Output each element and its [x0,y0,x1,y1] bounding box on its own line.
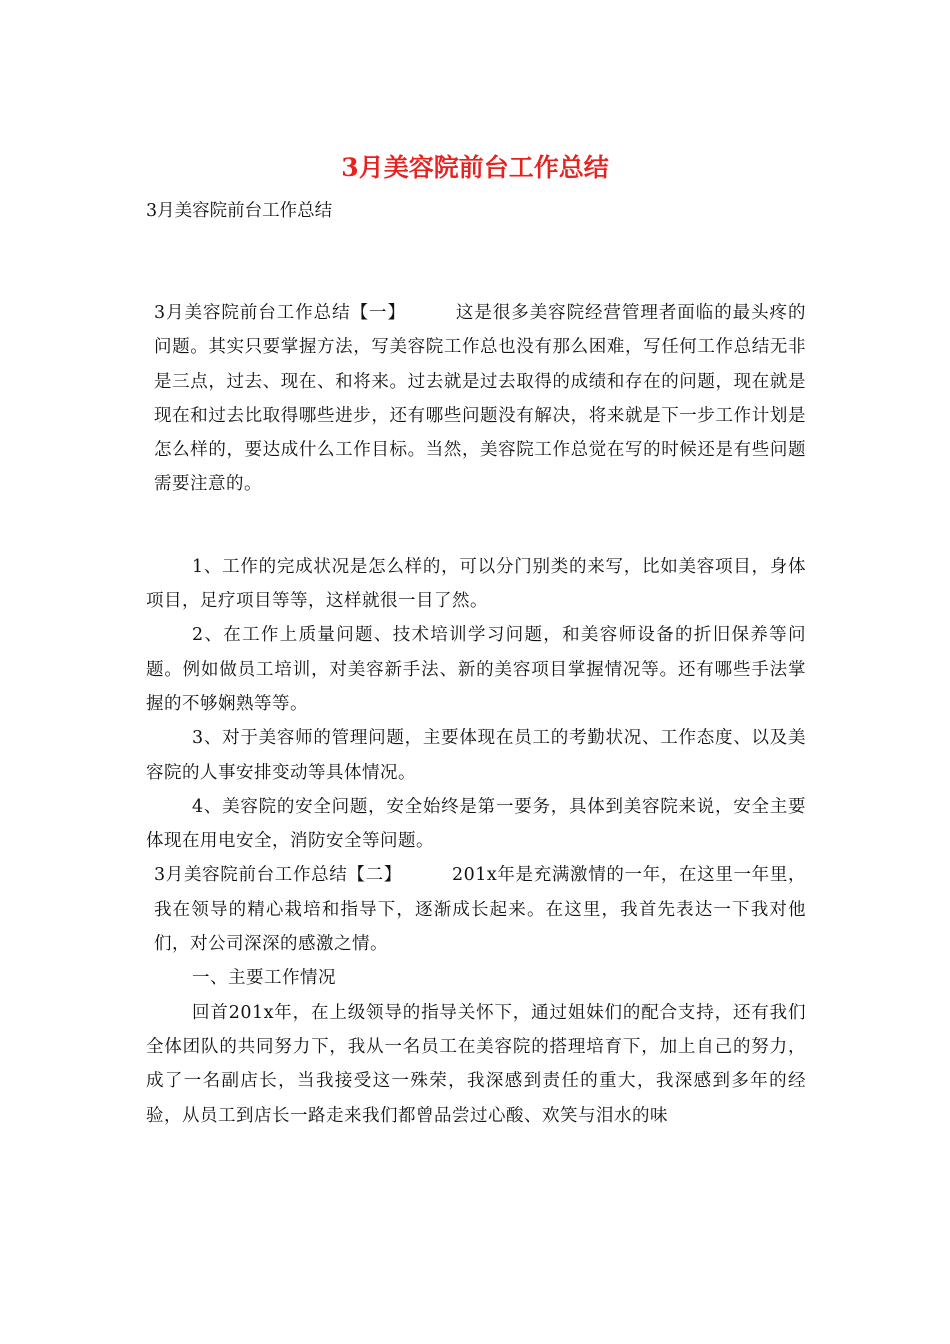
section-1-heading: 3月美容院前台工作总结【一】 [154,303,406,323]
section-1-paragraph [146,296,806,502]
section-1-item-2: 2、在工作上质量问题、技术培训学习问题，和美容师设备的折旧保养等问题。例如做员工培训，对美容新手法、新的美容项目掌握情况等。还有哪些手法掌握的不够娴熟等等。 [146,625,806,714]
section-1-intro: 这是很多美容院经营管理者面临的最头疼的问题。其实只要掌握方法，写美容院工作总也没有那么困难，写任何工作总结无非是三点，过去、现在、和将来。过去就是过去取得的成绩和存在的问题，现在就是现在和过去比取得哪些进步，还有哪些问题没有解决，将来就是下一步工作计划是怎么样的，要达成什么工作目标。当然，美容院工作总觉在写的时候还是有些问题需要注意的。 [154,303,806,495]
section-2-paragraph [146,858,806,961]
section-1-item-3: 3、对于美容师的管理问题，主要体现在员工的考勤状况、工作态度、以及美容院的人事安排变动等具体情况。 [146,728,806,783]
section-1-item-4: 4、美容院的安全问题，安全始终是第一要务，具体到美容院来说，安全主要体现在用电安全，消防安全等问题。 [146,796,806,852]
document-title: 3月美容院前台工作总结 [341,153,609,182]
section-1-item-1: 1、工作的完成状况是怎么样的，可以分门别类的来写，比如美容项目，身体项目，足疗项目等等，这样就很一目了然。 [146,556,806,612]
document-body [146,296,806,1133]
section-2-paragraph-body: 回首201x年，在上级领导的指导关怀下，通过姐妹们的配合支持，还有我们全体团队的共同努力下，我从一名员工在美容院的搭理培育下，加上自己的努力，成了一名副店长，当我接受这一殊荣，我深感到责任的重大，我深感到多年的经验，从员工到店长一路走来我们都曾品尝过心酸、欢笑与泪水的味 [146,1002,806,1126]
section-2-intro: 201x年是充满激情的一年，在这里一年里，我在领导的精心栽培和指导下，逐渐成长起来。在这里，我首先表达一下我对他们，对公司深深的感激之情。 [154,865,806,955]
section-2-heading: 3月美容院前台工作总结【二】 [154,865,402,886]
document-subtitle: 3月美容院前台工作总结 [146,201,333,221]
section-2-subheading: 一、主要工作情况 [192,968,336,989]
paragraph-gap [146,502,806,550]
